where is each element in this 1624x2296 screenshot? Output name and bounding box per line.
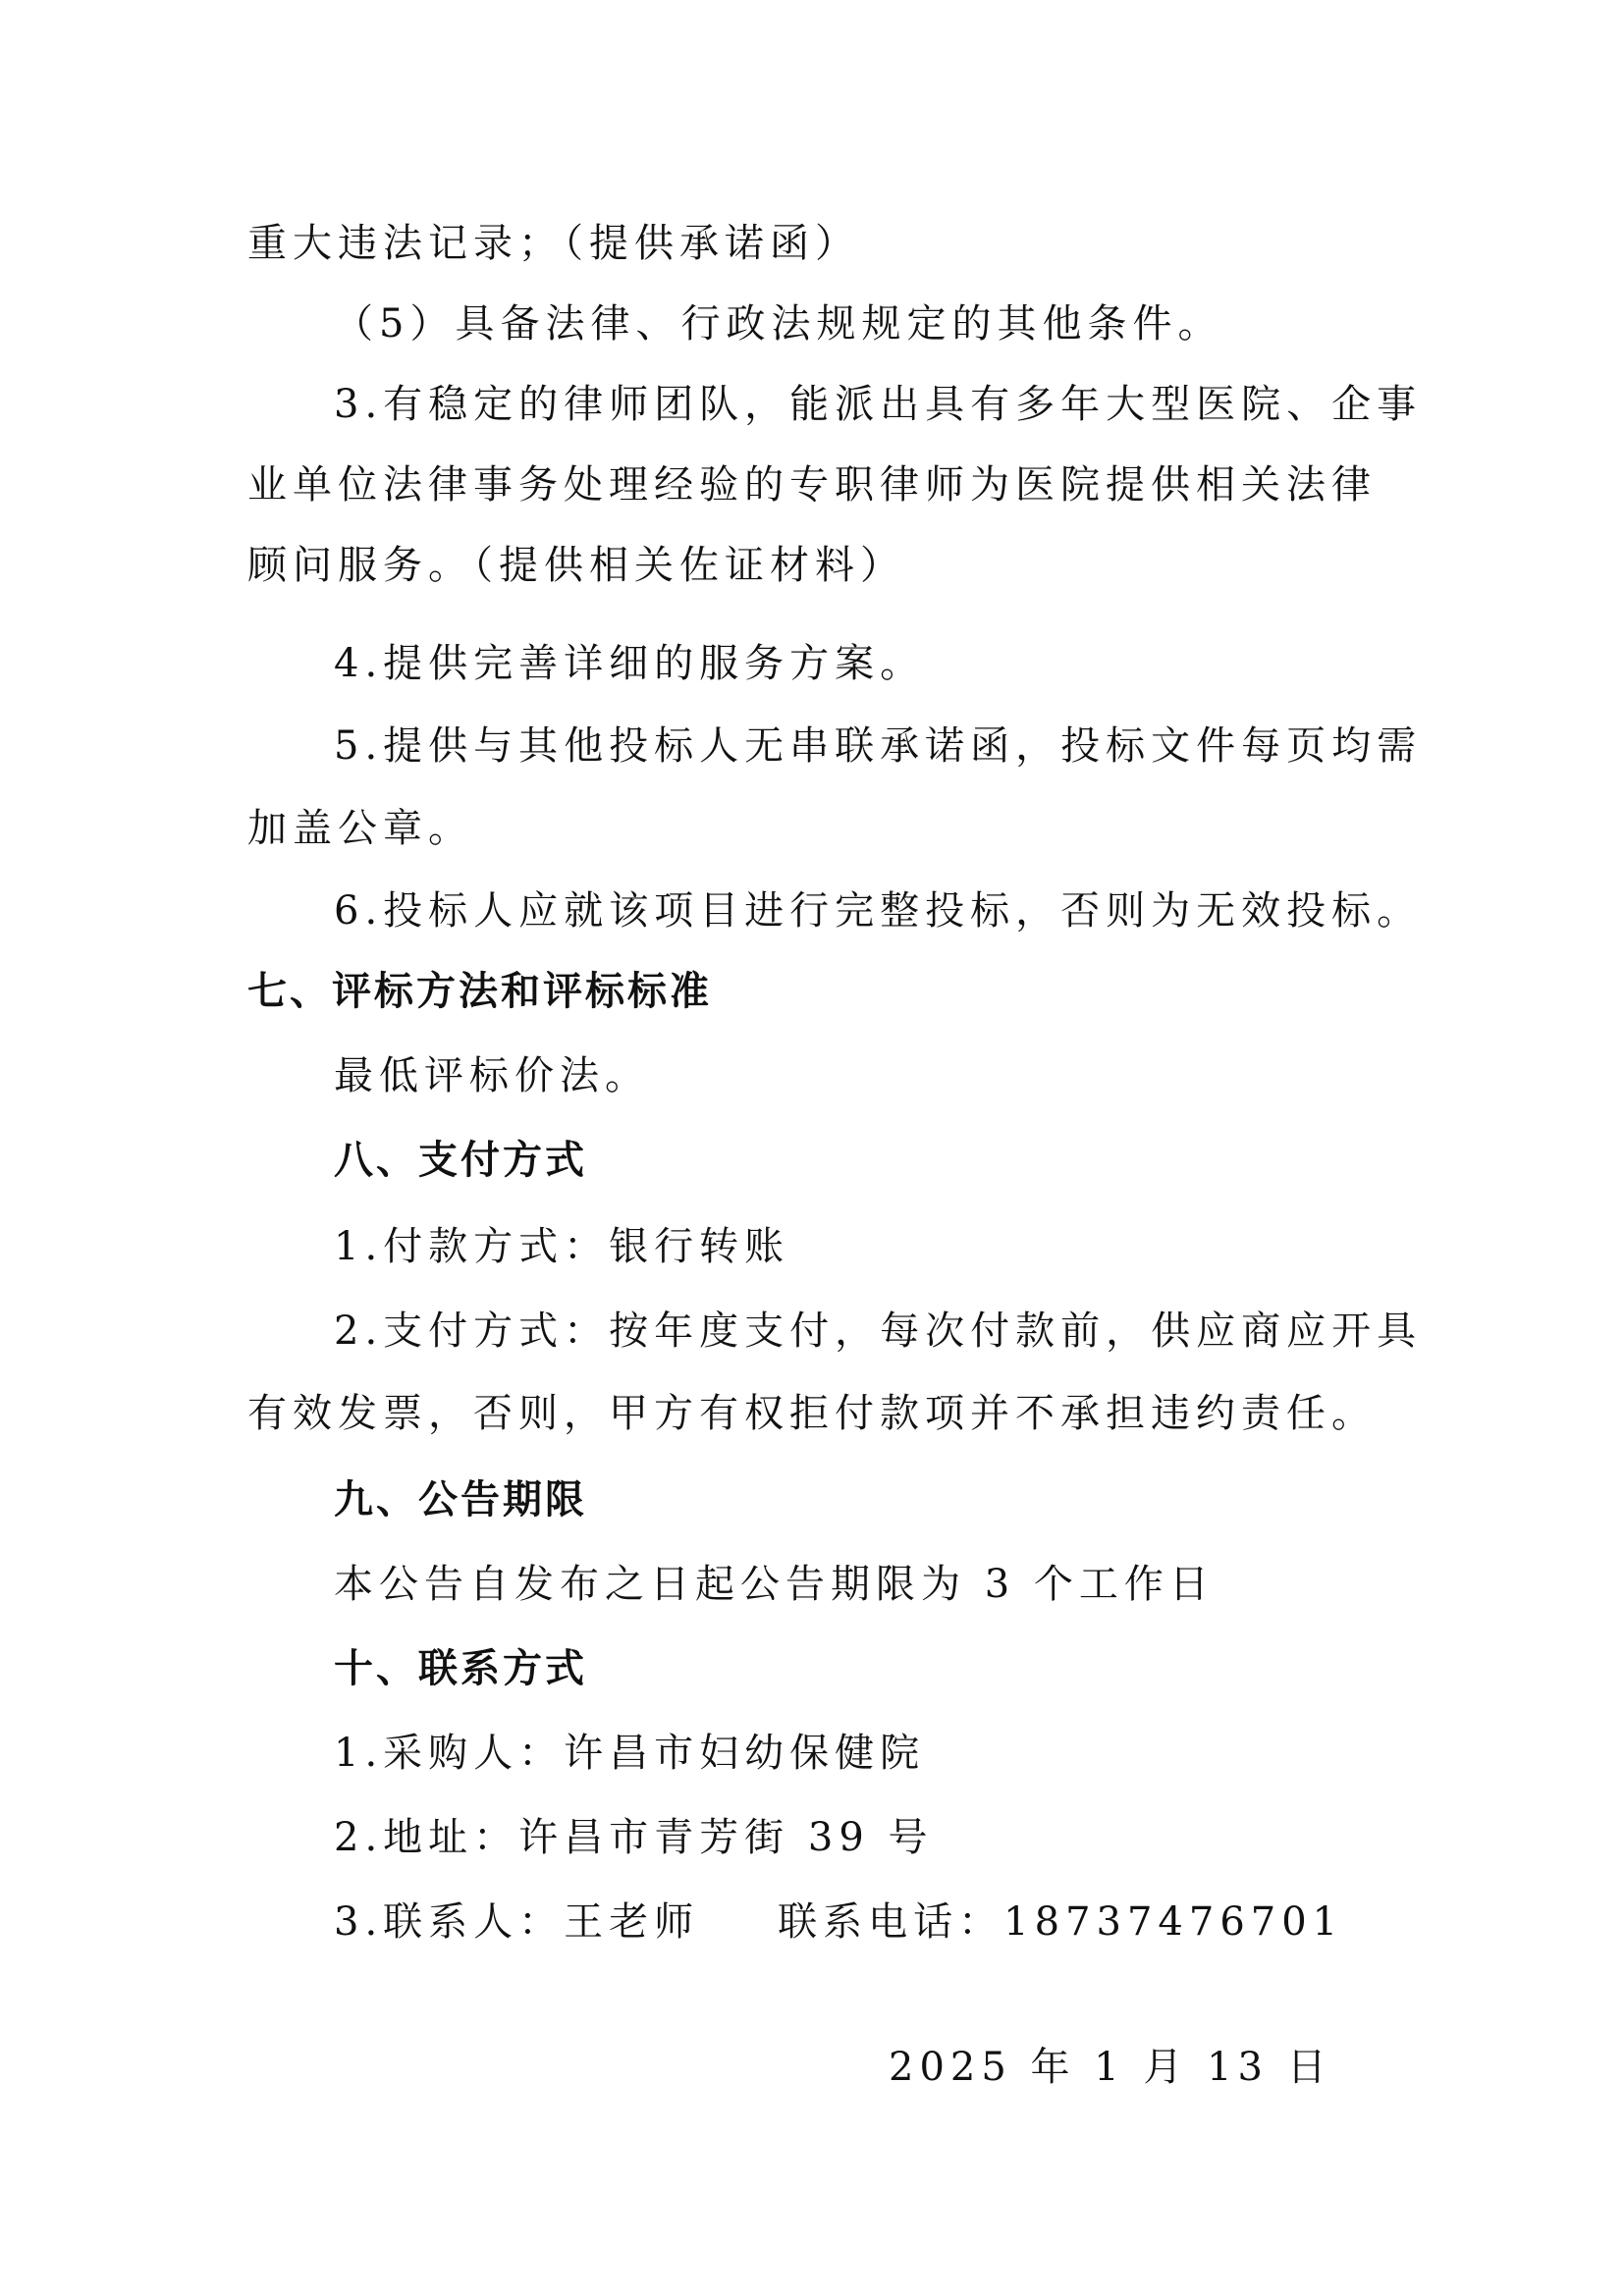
text-line-contact — [334, 1895, 1343, 1949]
section-heading-payment: 八、支付方式 — [334, 1138, 587, 1183]
section-heading-contact: 十、联系方式 — [334, 1646, 587, 1691]
text-line-item-3c: 顾问服务。（提供相关佐证材料） — [247, 543, 905, 588]
text-line-payment-2a: 2.支付方式：按年度支付，每次付款前，供应商应开具 — [334, 1308, 1423, 1354]
text-line-payment-2b: 有效发票，否则，甲方有权拒付款项并不承担违约责任。 — [247, 1391, 1377, 1436]
text-line-notice-period: 本公告自发布之日起公告期限为 3 个工作日 — [334, 1562, 1215, 1607]
text-line-item-5b: 加盖公章。 — [247, 806, 473, 851]
text-line-condition-5: （5）具备法律、行政法规规定的其他条件。 — [334, 301, 1223, 347]
text-line-item-3a: 3.有稳定的律师团队，能派出具有多年大型医院、企事 — [334, 382, 1423, 427]
text-line-payment-1: 1.付款方式：银行转账 — [334, 1224, 790, 1269]
section-heading-notice-period: 九、公告期限 — [334, 1477, 587, 1522]
contact-phone: 联系电话：18737476701 — [778, 1899, 1344, 1945]
text-line-item-5a: 5.提供与其他投标人无串联承诺函，投标文件每页均需 — [334, 723, 1423, 769]
text-line-evaluation-method: 最低评标价法。 — [334, 1053, 650, 1098]
text-line-address: 2.地址：许昌市青芳街 39 号 — [334, 1815, 934, 1860]
text-line-item-3b: 业单位法律事务处理经验的专职律师为医院提供相关法律 — [247, 462, 1377, 507]
text-line-purchaser: 1.采购人：许昌市妇幼保健院 — [334, 1731, 926, 1776]
document-date: 2025 年 1 月 13 日 — [889, 2045, 1332, 2090]
text-line-item-6: 6.投标人应就该项目进行完整投标，否则为无效投标。 — [334, 888, 1423, 934]
text-line-item-4: 4.提供完善详细的服务方案。 — [334, 641, 926, 686]
text-line-record: 重大违法记录；（提供承诺函） — [247, 221, 860, 266]
contact-person: 3.联系人：王老师 — [334, 1899, 700, 1945]
section-heading-evaluation: 七、评标方法和评标标准 — [247, 969, 712, 1014]
